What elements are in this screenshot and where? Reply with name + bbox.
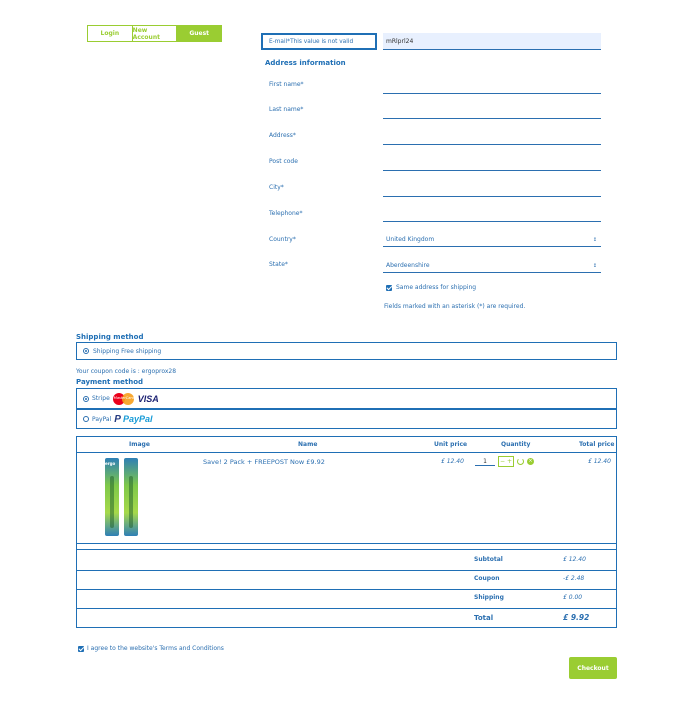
terms-checkbox[interactable] — [78, 646, 84, 652]
coupon-note: Your coupon code is : ergoprox28 — [76, 368, 177, 375]
product-brand-text: ergo — [105, 461, 116, 466]
col-header-name: Name — [298, 441, 318, 448]
product-name-link[interactable]: Save! 2 Pack + FREEPOST Now £9.92 — [203, 458, 325, 466]
cart-table — [76, 436, 617, 628]
paypal-radio[interactable] — [83, 416, 89, 422]
product-unit-price: £ 12.40 — [441, 458, 464, 465]
post-code-label: Post code — [269, 158, 298, 165]
col-header-quantity: Quantity — [501, 441, 531, 448]
paypal-label: PayPal — [92, 415, 112, 423]
required-note: Fields marked with an asterisk (*) are required. — [384, 303, 526, 310]
coupon-label: Coupon — [474, 575, 500, 582]
country-select[interactable] — [383, 233, 601, 247]
tab-login[interactable]: Login — [88, 26, 133, 41]
payment-option-paypal[interactable] — [76, 409, 617, 429]
last-name-field[interactable] — [383, 105, 601, 119]
col-header-unit-price: Unit price — [434, 441, 468, 448]
subtotal-label: Subtotal — [474, 556, 503, 563]
email-label: E-mail*This value is not valid — [261, 33, 377, 50]
telephone-label: Telephone* — [269, 210, 303, 217]
decrease-icon[interactable]: − — [499, 458, 505, 465]
quantity-input[interactable]: 1 — [475, 458, 495, 466]
quantity-stepper[interactable] — [498, 456, 514, 467]
shipping-section-title: Shipping method — [76, 333, 144, 341]
stripe-label: Stripe — [92, 395, 110, 402]
city-field[interactable] — [383, 183, 601, 197]
email-field[interactable] — [383, 33, 601, 50]
mastercard-icon — [113, 393, 135, 405]
state-select[interactable] — [383, 259, 601, 273]
subtotal-value: £ 12.40 — [563, 556, 586, 563]
product-image[interactable] — [103, 458, 143, 540]
same-address-row — [386, 284, 476, 291]
terms-label[interactable]: I agree to the website's Terms and Conditions — [87, 645, 224, 652]
address-section-title: Address information — [265, 59, 346, 67]
tab-new-account[interactable]: New Account — [133, 26, 178, 41]
tab-guest[interactable]: Guest — [177, 26, 221, 41]
shipping-option[interactable] — [76, 342, 617, 360]
terms-row — [78, 645, 224, 652]
refresh-icon[interactable] — [517, 458, 524, 465]
total-value: £ 9.92 — [563, 613, 590, 622]
account-tabs — [87, 25, 222, 42]
col-header-total-price: Total price — [579, 441, 615, 448]
post-code-field[interactable] — [383, 157, 601, 171]
product-total: £ 12.40 — [588, 458, 611, 465]
country-label: Country* — [269, 236, 296, 243]
payment-option-stripe[interactable] — [76, 388, 617, 409]
quantity-controls — [475, 456, 534, 467]
increase-icon[interactable]: + — [507, 458, 513, 465]
payment-section-title: Payment method — [76, 378, 144, 386]
paypal-icon: P PayPal — [114, 413, 153, 425]
shipping-radio[interactable] — [83, 348, 89, 354]
col-header-image: Image — [129, 441, 150, 448]
same-address-label: Same address for shipping — [396, 284, 477, 291]
telephone-field[interactable] — [383, 208, 601, 222]
paypal-logo-text: PayPal — [122, 414, 153, 424]
same-address-checkbox[interactable] — [386, 285, 392, 291]
state-value: Aberdeenshire — [386, 262, 430, 269]
country-value: United Kingdom — [386, 236, 435, 243]
select-arrow-icon: ↕ — [592, 262, 597, 269]
shipping-option-label: Shipping Free shipping — [93, 347, 162, 355]
coupon-value: -£ 2.48 — [563, 575, 585, 582]
total-label: Total — [474, 614, 494, 622]
checkout-button[interactable]: Checkout — [569, 657, 617, 679]
first-name-label: First name* — [269, 81, 304, 88]
remove-icon[interactable]: × — [528, 458, 533, 464]
last-name-label: Last name* — [269, 106, 304, 113]
mastercard-text: MasterCard — [113, 396, 134, 400]
city-label: City* — [269, 184, 284, 191]
visa-icon: VISA — [137, 393, 159, 404]
address-label: Address* — [269, 132, 296, 139]
shipping-label: Shipping — [474, 594, 504, 601]
address-field[interactable] — [383, 131, 601, 145]
state-label: State* — [269, 261, 288, 268]
stripe-radio[interactable] — [83, 396, 89, 402]
select-arrow-icon: ↕ — [592, 236, 597, 243]
shipping-value: £ 0.00 — [563, 594, 583, 601]
first-name-field[interactable] — [383, 80, 601, 94]
